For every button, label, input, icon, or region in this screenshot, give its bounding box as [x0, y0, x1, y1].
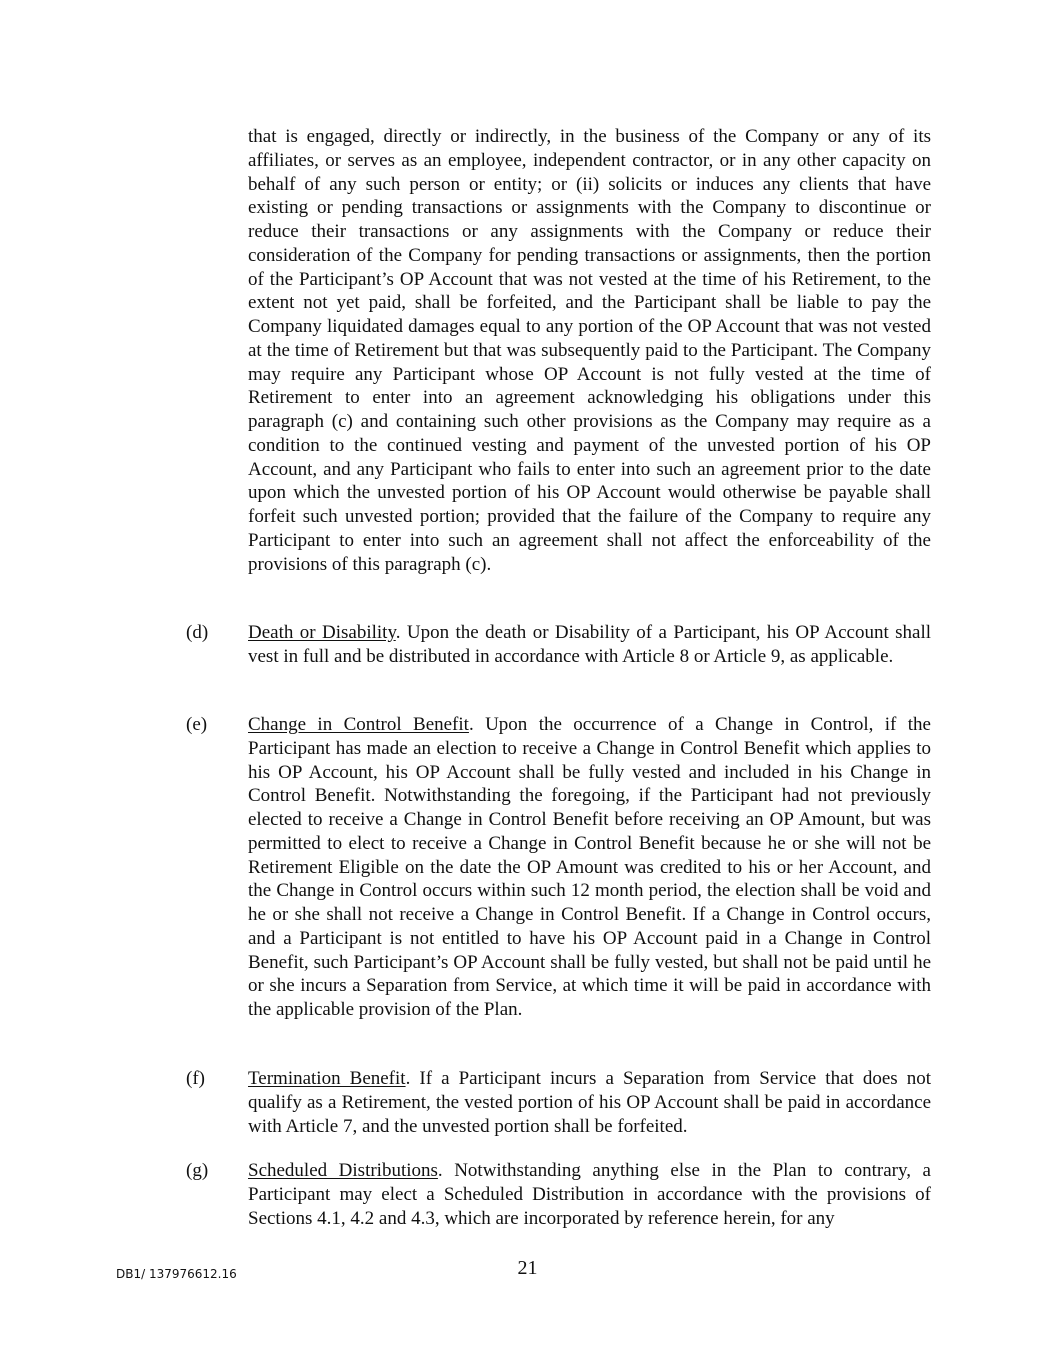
paragraph-label: (d)	[186, 622, 209, 643]
paragraph-text: . Notwithstanding anything else in the Plan to contrary, a Participant may elect a Scheduled Distribution in accordance with the provisions of Sections 4.1, 4.2 and 4.3, which are incorporated by reference herein, for any	[248, 1160, 931, 1229]
paragraph-heading: Change in Control Benefit	[248, 714, 469, 735]
paragraph-body	[248, 621, 931, 669]
paragraph-label: (g)	[186, 1160, 209, 1181]
paragraph-label: (f)	[186, 1068, 205, 1089]
paragraph-body	[248, 1159, 931, 1230]
paragraph-text: . If a Participant incurs a Separation from Service that does not qualify as a Retirement, the vested portion of his OP Account shall be paid in accordance with Article 7, and the unvested portion shall be forfeited.	[248, 1068, 932, 1137]
paragraph-c-continuation: that is engaged, directly or indirectly, in the business of the Company or any of its affiliates, or serves as an employee, independent contractor, or in any other capacity on behalf of any such person or entity; or (ii) solicits or induces any clients that have existing or pending transactions or assignments with the Company to discontinue or reduce their transactions or any assignments with the Company or reduce their consideration of the Company for pending transactions or assignments, then the portion of the Participant’s OP Account that was not vested at the time of his Retirement, to the extent not yet paid, shall be forfeited, and the Participant shall be liable to pay the Company liquidated damages equal to any portion of the OP Account that was not vested at the time of Retirement but that was subsequently paid to the Participant. The Company may require any Participant whose OP Account is not fully vested at the time of Retirement to enter into an agreement acknowledging his obligations under this paragraph (c) and containing such other provisions as the Company may require as a condition to the continued vesting and payment of the unvested portion of his OP Account, and any Participant who fails to enter into such an agreement prior to the date upon which the unvested portion of his OP Account would otherwise be payable shall forfeit such unvested portion; provided that the failure of the Company to require any Participant to enter into such an agreement shall not affect the enforceability of the provisions of this paragraph (c).	[248, 126, 931, 575]
document-id: DB1/ 137976612.16	[116, 1267, 237, 1281]
paragraph-label: (e)	[186, 714, 208, 735]
paragraph-body	[248, 713, 931, 1022]
paragraph-heading: Termination Benefit	[248, 1068, 406, 1089]
paragraph-body	[248, 1067, 931, 1138]
page-number: 21	[517, 1257, 538, 1279]
paragraph-heading: Death or Disability	[248, 622, 396, 643]
paragraph-text: . Upon the death or Disability of a Participant, his OP Account shall vest in full and be distributed in accordance with Article 8 or Article 9, as applicable.	[248, 622, 932, 667]
paragraph-text: . Upon the occurrence of a Change in Control, if the Participant has made an election to receive a Change in Control Benefit which applies to his OP Account, his OP Account shall be fully vested and included in his Change in Control Benefit. Notwithstanding the foregoing, if the Participant had not previously elected to receive a Change in Control Benefit before receiving an OP Amount, but was permitted to elect to receive a Change in Control Benefit because he or she will not be Retirement Eligible on the date the OP Amount was credited to his or her Account, and the Change in Control occurs within such 12 month period, the election shall be void and he or she shall not receive a Change in Control Benefit. If a Change in Control occurs, and a Participant is not entitled to have his OP Account paid in a Change in Control Benefit, such Participant’s OP Account shall be fully vested, but shall not be paid until he or she incurs a Separation from Service, at which time it will be paid in accordance with the applicable provision of the Plan.	[248, 714, 931, 1020]
paragraph-heading: Scheduled Distributions	[248, 1160, 438, 1181]
